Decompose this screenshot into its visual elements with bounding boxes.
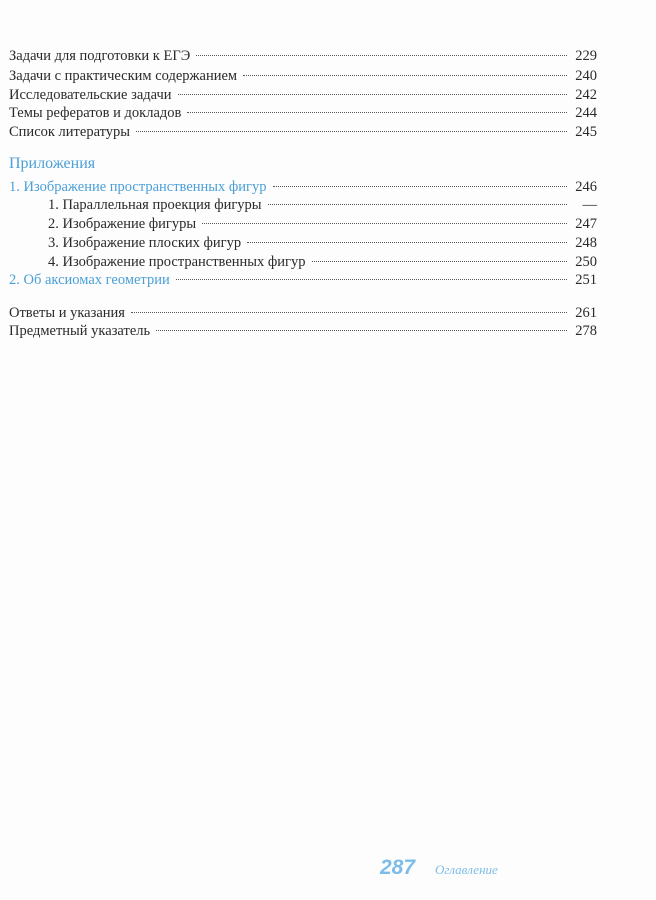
toc-entry-page: 278 xyxy=(575,323,597,339)
toc-entry-label: 1. Параллельная проекция фигуры xyxy=(48,197,262,213)
toc-entry-label: 2. Изображение фигуры xyxy=(48,216,197,232)
toc-entry-label: 4. Изображение пространственных фигур xyxy=(48,254,306,270)
toc-entry-page: — xyxy=(582,197,597,213)
toc-entry-page: 248 xyxy=(575,235,597,251)
toc-entry-page: 242 xyxy=(575,87,597,103)
dot-leader xyxy=(247,242,567,243)
toc-entry-label: Ответы и указания xyxy=(9,305,125,321)
toc-entry-page: 229 xyxy=(575,48,597,64)
dot-leader xyxy=(187,112,567,113)
dot-leader xyxy=(202,223,567,224)
toc-entry-page: 250 xyxy=(575,254,597,270)
toc-subentry-spatial-figures xyxy=(48,254,597,271)
dot-leader xyxy=(178,94,567,95)
dot-leader xyxy=(243,75,567,76)
toc-entry-page: 245 xyxy=(575,124,597,140)
dot-leader xyxy=(136,131,567,132)
dot-leader xyxy=(131,312,567,313)
toc-subentry-parallel-projection xyxy=(48,197,597,214)
toc-entry-page: 247 xyxy=(575,216,597,232)
toc-entry-label: Предметный указатель xyxy=(9,323,151,339)
toc-entry-page: 251 xyxy=(575,272,597,288)
appendix-heading: Приложения xyxy=(9,155,96,172)
toc-entry-ege-tasks xyxy=(9,48,597,65)
page-number: 287 xyxy=(380,856,416,879)
page-footer xyxy=(380,856,498,880)
toc-entry-answers xyxy=(9,305,597,322)
dot-leader xyxy=(196,55,567,56)
toc-entry-research-tasks xyxy=(9,87,597,104)
toc-entry-axioms xyxy=(9,272,597,289)
toc-entry-page: 244 xyxy=(575,105,597,121)
dot-leader xyxy=(156,330,567,331)
toc-entry-subject-index xyxy=(9,323,597,340)
toc-entry-essay-topics xyxy=(9,105,597,122)
toc-entry-page: 261 xyxy=(575,305,597,321)
dot-leader xyxy=(312,261,568,262)
toc-entry-label: Задачи с практическим содержанием xyxy=(9,68,238,84)
toc-entry-label: 2. Об аксиомах геометрии xyxy=(9,272,170,288)
toc-entry-bibliography xyxy=(9,124,597,141)
dot-leader xyxy=(176,279,567,280)
toc-subentry-plane-figures xyxy=(48,235,597,252)
toc-entry-label: 3. Изображение плоских фигур xyxy=(48,235,242,251)
toc-entry-label: Исследовательские задачи xyxy=(9,87,172,103)
toc-entry-label: Задачи для подготовки к ЕГЭ xyxy=(9,48,191,64)
toc-entry-page: 240 xyxy=(575,68,597,84)
toc-entry-practical-tasks xyxy=(9,68,597,85)
toc-entry-label: Темы рефератов и докладов xyxy=(9,105,182,121)
dot-leader xyxy=(273,186,568,187)
toc-subentry-figure-image xyxy=(48,216,597,233)
dot-leader xyxy=(268,204,567,205)
toc-entry-spatial-figures xyxy=(9,179,597,196)
toc-entry-label: 1. Изображение пространственных фигур xyxy=(9,179,267,195)
toc-entry-label: Список литературы xyxy=(9,124,131,140)
toc-entry-page: 246 xyxy=(575,179,597,195)
footer-section-title: Оглавление xyxy=(435,862,498,877)
